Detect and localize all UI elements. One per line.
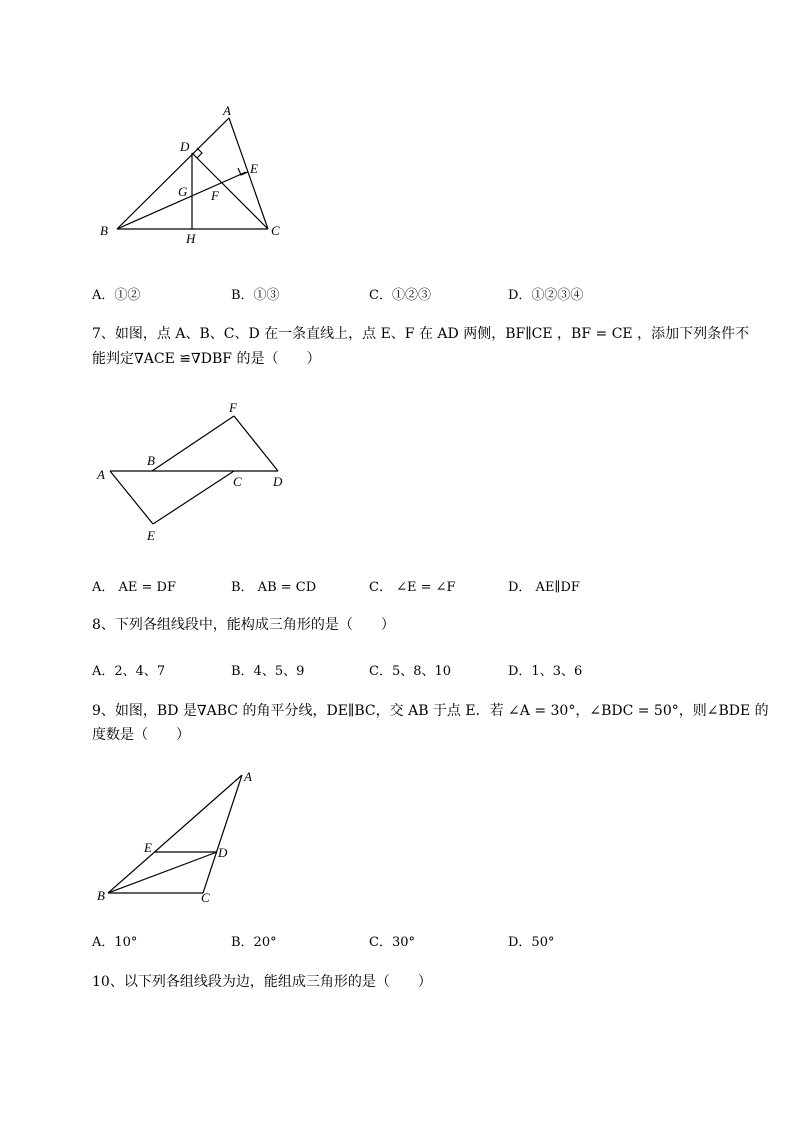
label-B: B <box>97 888 105 903</box>
q7-option-c[interactable]: C． ∠E = ∠F <box>369 580 456 595</box>
label-E: E <box>250 161 258 176</box>
label-A: A <box>244 769 252 784</box>
q8-option-b[interactable]: B．4、5、9 <box>231 664 305 679</box>
label-H: H <box>186 231 196 246</box>
q6-option-c[interactable]: C．①②③ <box>369 288 431 303</box>
label-E: E <box>144 840 152 855</box>
label-A: A <box>223 103 231 118</box>
question-10: 10、以下列各组线段为边，能组成三角形的是（ ） <box>92 974 432 990</box>
q7-option-d[interactable]: D． AE∥DF <box>508 580 580 595</box>
label-A: A <box>97 467 105 482</box>
label-C: C <box>271 223 280 238</box>
q6-option-a[interactable]: A．①② <box>92 288 141 303</box>
q9-option-b[interactable]: B．20° <box>231 935 277 950</box>
question-8: 8、下列各组线段中，能构成三角形的是（ ） <box>92 617 395 633</box>
line-BD <box>108 852 217 893</box>
right-angle-mark-D <box>197 148 202 158</box>
label-G: G <box>178 184 188 199</box>
line-AE <box>110 471 153 524</box>
label-D: D <box>180 139 190 154</box>
label-F: F <box>211 188 219 203</box>
line-FD <box>234 416 278 471</box>
label-D: D <box>273 474 283 489</box>
label-F: F <box>229 400 237 415</box>
q6-option-b[interactable]: B．①③ <box>231 288 280 303</box>
line-AC <box>229 118 268 229</box>
q7-option-a[interactable]: A． AE = DF <box>92 580 176 595</box>
figure-3-triangle <box>90 765 265 910</box>
q8-option-c[interactable]: C．5、8、10 <box>369 664 452 679</box>
label-D: D <box>218 845 228 860</box>
q8-option-d[interactable]: D．1、3、6 <box>508 664 583 679</box>
label-B: B <box>100 223 108 238</box>
question-7-line-1: 7、如图，点 A、B、C、D 在一条直线上，点 E、F 在 AD 两侧，BF∥CE ，BF = CE ，添加下列条件不 <box>92 326 750 342</box>
q7-option-b[interactable]: B． AB = CD <box>231 580 317 595</box>
q9-option-d[interactable]: D．50° <box>508 935 555 950</box>
line-BE <box>117 172 246 229</box>
q9-option-c[interactable]: C．30° <box>369 935 415 950</box>
label-C: C <box>233 474 242 489</box>
label-B: B <box>147 453 155 468</box>
q9-option-a[interactable]: A．10° <box>92 935 138 950</box>
question-9-line-1: 9、如图，BD 是∇ABC 的角平分线，DE∥BC，交 AB 于点 E．若 ∠A = 30°，∠BDC = 50°，则∠BDE 的 <box>92 703 769 719</box>
line-BF <box>152 416 234 471</box>
label-C: C <box>201 890 210 905</box>
line-EC <box>153 471 234 524</box>
label-E: E <box>147 528 155 543</box>
q6-option-d[interactable]: D．①②③④ <box>508 288 584 303</box>
question-9-line-2: 度数是（ ） <box>92 727 190 743</box>
question-7-line-2: 能判定∇ACE ≌∇DBF 的是（ ） <box>92 351 321 367</box>
figure-1-triangle <box>80 95 300 255</box>
q8-option-a[interactable]: A．2、4、7 <box>92 664 166 679</box>
figure-2-parallel <box>90 395 300 545</box>
